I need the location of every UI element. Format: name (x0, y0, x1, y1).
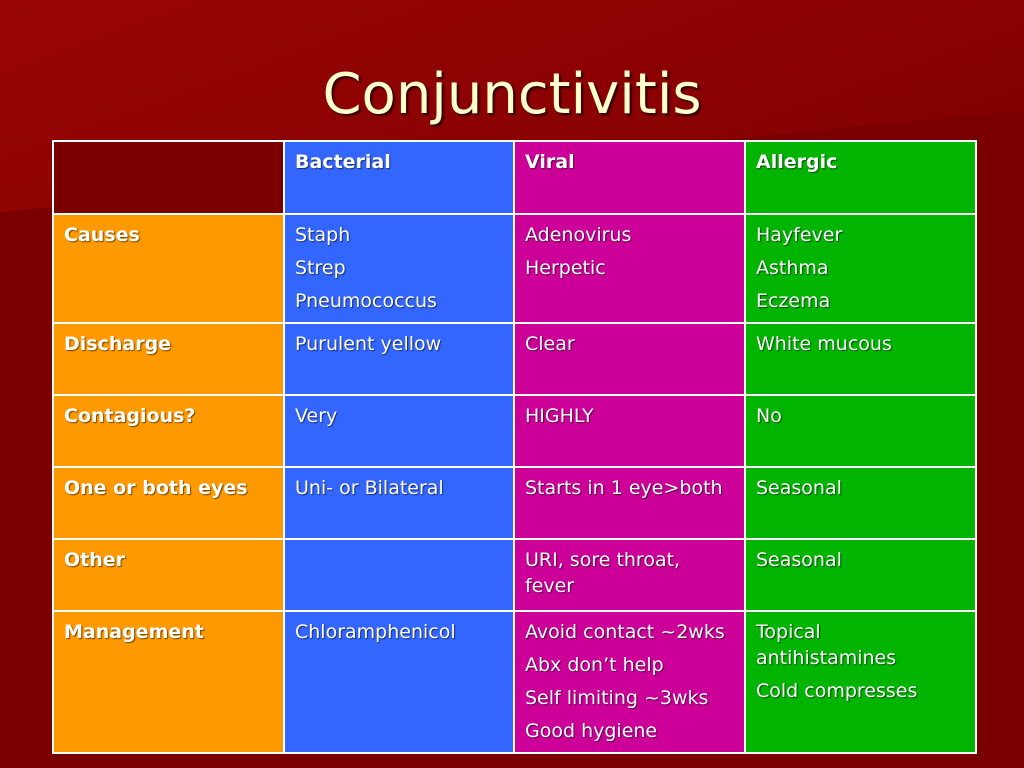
list-item: Staph (295, 224, 351, 246)
list-item: Strep (295, 257, 346, 279)
list-item: Herpetic (525, 257, 606, 279)
table-row-other (53, 539, 976, 611)
list-item: Eczema (756, 290, 831, 312)
cell-eyes-viral: Starts in 1 eye>both (514, 467, 745, 539)
header-allergic: Allergic (745, 141, 976, 214)
header-corner-cell (53, 141, 284, 214)
cell-discharge-viral: Clear (514, 323, 745, 395)
cell-other-allergic: Seasonal (745, 539, 976, 611)
slide-title: Conjunctivitis (322, 62, 702, 127)
header-viral: Viral (514, 141, 745, 214)
row-label-management: Management (53, 611, 284, 753)
list-item: Pneumococcus (295, 290, 437, 312)
list-item: Chloramphenicol (295, 621, 456, 643)
cell-management-allergic (745, 611, 976, 753)
cell-other-viral: URI, sore throat, fever (514, 539, 745, 611)
table-row-eyes (53, 467, 976, 539)
cell-discharge-allergic: White mucous (745, 323, 976, 395)
list-item: Topical antihistamines (756, 621, 897, 669)
conjunctivitis-table (52, 140, 977, 754)
cell-eyes-bacterial: Uni- or Bilateral (284, 467, 514, 539)
list-item: Hayfever (756, 224, 843, 246)
row-label-causes: Causes (53, 214, 284, 323)
list-item: Avoid contact ~2wks (525, 621, 725, 643)
cell-contagious-viral: HIGHLY (514, 395, 745, 467)
table-row-causes (53, 214, 976, 323)
row-label-eyes: One or both eyes (53, 467, 284, 539)
table-row-management (53, 611, 976, 753)
cell-contagious-allergic: No (745, 395, 976, 467)
cell-causes-bacterial (284, 214, 514, 323)
cell-contagious-bacterial: Very (284, 395, 514, 467)
list-item: Self limiting ~3wks (525, 687, 709, 709)
row-label-contagious: Contagious? (53, 395, 284, 467)
cell-causes-allergic (745, 214, 976, 323)
table-header-row (53, 141, 976, 214)
list-item: Adenovirus (525, 224, 632, 246)
cell-discharge-bacterial: Purulent yellow (284, 323, 514, 395)
header-bacterial: Bacterial (284, 141, 514, 214)
list-item: Abx don’t help (525, 654, 664, 676)
table-row-contagious (53, 395, 976, 467)
list-item: Good hygiene (525, 720, 658, 742)
row-label-discharge: Discharge (53, 323, 284, 395)
cell-other-bacterial (284, 539, 514, 611)
row-label-other: Other (53, 539, 284, 611)
cell-causes-viral (514, 214, 745, 323)
list-item: Cold compresses (756, 680, 918, 702)
cell-eyes-allergic: Seasonal (745, 467, 976, 539)
list-item: Asthma (756, 257, 829, 279)
cell-management-bacterial (284, 611, 514, 753)
table-row-discharge (53, 323, 976, 395)
cell-management-viral (514, 611, 745, 753)
